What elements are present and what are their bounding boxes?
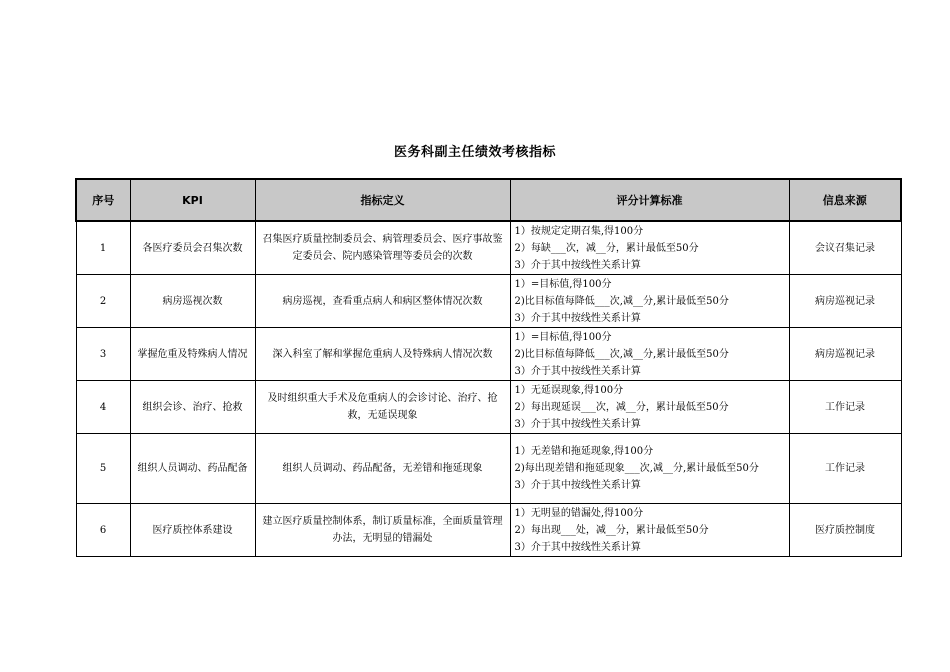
row-criteria	[510, 434, 789, 504]
criteria-line: 2）每出现___处，减__分，累计最低至50分	[514, 524, 709, 536]
row-no: 5	[76, 434, 130, 504]
table-row	[76, 381, 901, 434]
row-kpi: 病房巡视次数	[130, 275, 255, 328]
row-source: 医疗质控制度	[789, 504, 901, 557]
row-source: 病房巡视记录	[789, 328, 901, 381]
row-source: 工作记录	[789, 381, 901, 434]
table-row	[76, 221, 901, 275]
criteria-line: 2)比目标值每降低___次,减__分,累计最低至50分	[514, 348, 729, 360]
table-row	[76, 275, 901, 328]
table-row	[76, 504, 901, 557]
header-criteria: 评分计算标准	[510, 179, 789, 221]
row-criteria	[510, 504, 789, 557]
criteria-line: 3）介于其中按线性关系计算	[514, 312, 641, 324]
table-header-row	[76, 179, 901, 221]
kpi-table	[75, 178, 902, 557]
row-no: 3	[76, 328, 130, 381]
criteria-line: 1）无延误现象,得100分	[514, 384, 624, 396]
criteria-line: 3）介于其中按线性关系计算	[514, 418, 641, 430]
row-kpi: 各医疗委员会召集次数	[130, 221, 255, 275]
row-source: 会议召集记录	[789, 221, 901, 275]
criteria-line: 3）介于其中按线性关系计算	[514, 365, 641, 377]
row-criteria	[510, 381, 789, 434]
row-source: 工作记录	[789, 434, 901, 504]
row-kpi: 组织人员调动、药品配备	[130, 434, 255, 504]
row-criteria	[510, 221, 789, 275]
criteria-line: 2）每缺___次，减__分，累计最低至50分	[514, 242, 699, 254]
row-criteria	[510, 328, 789, 381]
header-source: 信息来源	[789, 179, 901, 221]
row-no: 6	[76, 504, 130, 557]
criteria-line: 1）无差错和拖延现象,得100分	[514, 446, 654, 457]
criteria-line: 3）介于其中按线性关系计算	[514, 480, 641, 491]
header-definition: 指标定义	[255, 179, 510, 221]
table-row	[76, 434, 901, 504]
row-no: 4	[76, 381, 130, 434]
criteria-line: 1）=目标值,得100分	[514, 278, 612, 290]
row-definition: 深入科室了解和掌握危重病人及特殊病人情况次数	[255, 328, 510, 381]
criteria-line: 2）每出现延误___次，减__分，累计最低至50分	[514, 401, 729, 413]
criteria-line: 1）=目标值,得100分	[514, 331, 612, 343]
header-kpi: KPI	[130, 179, 255, 221]
criteria-line: 3）介于其中按线性关系计算	[514, 541, 641, 553]
header-no: 序号	[76, 179, 130, 221]
row-kpi: 医疗质控体系建设	[130, 504, 255, 557]
document-title: 医务科副主任绩效考核指标	[393, 145, 556, 160]
row-definition: 建立医疗质量控制体系，制订质量标准，全面质量管理办法，无明显的错漏处	[255, 504, 510, 557]
criteria-line: 2)比目标值每降低___次,减__分,累计最低至50分	[514, 295, 729, 307]
row-no: 2	[76, 275, 130, 328]
row-definition: 召集医疗质量控制委员会、病管理委员会、医疗事故鉴定委员会、院内感染管理等委员会的次数	[255, 221, 510, 275]
row-kpi: 组织会诊、治疗、抢救	[130, 381, 255, 434]
row-definition: 病房巡视，查看重点病人和病区整体情况次数	[255, 275, 510, 328]
criteria-line: 1）按规定定期召集,得100分	[514, 225, 644, 237]
criteria-line: 1）无明显的错漏处,得100分	[514, 507, 644, 519]
row-criteria	[510, 275, 789, 328]
row-source: 病房巡视记录	[789, 275, 901, 328]
table-row	[76, 328, 901, 381]
row-no: 1	[76, 221, 130, 275]
row-definition: 及时组织重大手术及危重病人的会诊讨论、治疗、抢救，无延误现象	[255, 381, 510, 434]
criteria-line: 3）介于其中按线性关系计算	[514, 259, 641, 271]
row-kpi: 掌握危重及特殊病人情况	[130, 328, 255, 381]
criteria-line: 2)每出现差错和拖延现象___次,减__分,累计最低至50分	[514, 463, 759, 474]
row-definition: 组织人员调动、药品配备，无差错和拖延现象	[255, 434, 510, 504]
